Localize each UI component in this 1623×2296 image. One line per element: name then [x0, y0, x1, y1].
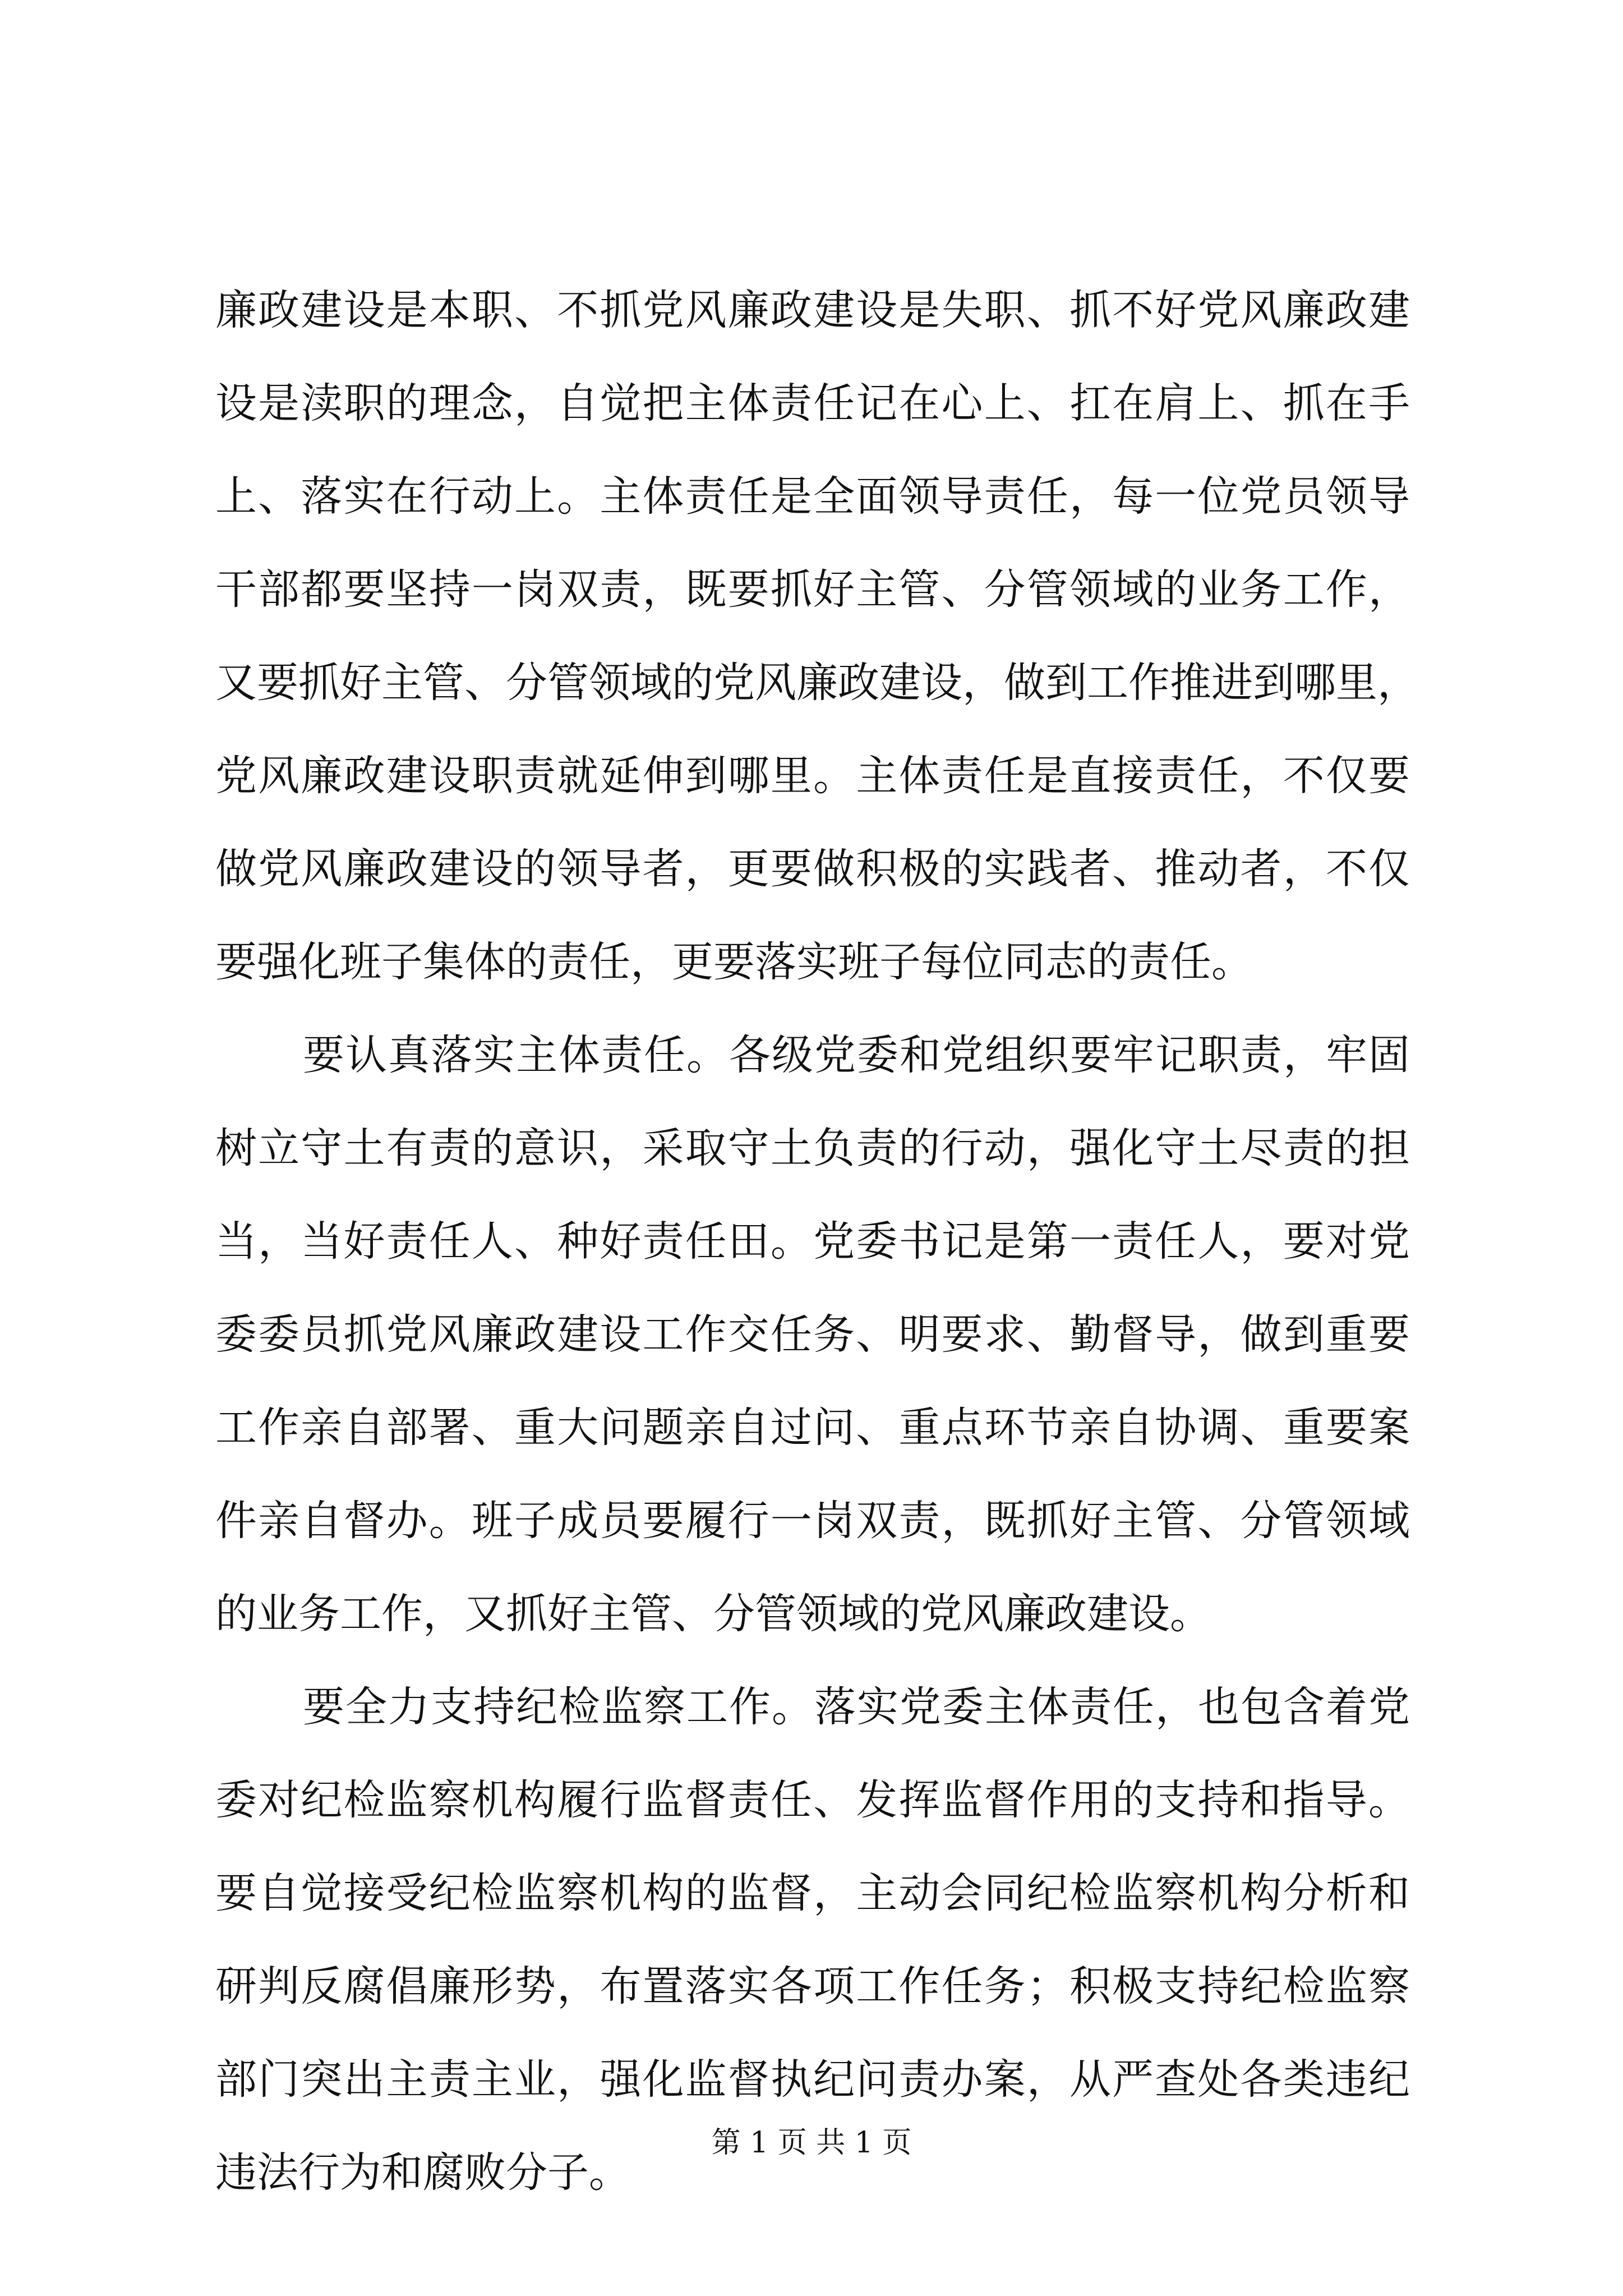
text-line: 做党风廉政建设的领导者，更要做积极的实践者、推动者，不仅 [215, 845, 1410, 893]
text-line: 研判反腐倡廉形势，布置落实各项工作任务；积极支持纪检监察 [215, 1962, 1410, 2010]
text-line: 违法行为和腐败分子。 [215, 2148, 630, 2197]
text-line: 委委员抓党风廉政建设工作交任务、明要求、勤督导，做到重要 [215, 1310, 1410, 1359]
paragraph-first-line: 要全力支持纪检监察工作。落实党委主体责任，也包含着党 [303, 1683, 1410, 1731]
page-number-footer: 第 1 页 共 1 页 [711, 2126, 912, 2160]
text-line: 当，当好责任人、种好责任田。党委书记是第一责任人，要对党 [215, 1217, 1410, 1266]
text-line: 的业务工作，又抓好主管、分管领域的党风廉政建设。 [215, 1590, 1211, 1638]
paragraph-first-line: 要认真落实主体责任。各级党委和党组织要牢记职责，牢固 [303, 1031, 1410, 1079]
text-line: 设是渎职的理念，自觉把主体责任记在心上、扛在肩上、抓在手 [215, 379, 1410, 427]
text-line: 廉政建设是本职、不抓党风廉政建设是失职、抓不好党风廉政建 [215, 286, 1410, 334]
text-line: 树立守土有责的意识，采取守土负责的行动，强化守土尽责的担 [215, 1124, 1410, 1172]
text-line: 部门突出主责主业，强化监督执纪问责办案，从严查处各类违纪 [215, 2055, 1410, 2104]
document-body [215, 264, 1419, 2219]
text-line: 又要抓好主管、分管领域的党风廉政建设，做到工作推进到哪里， [215, 659, 1419, 707]
text-line: 工作亲自部署、重大问题亲自过问、重点环节亲自协调、重要案 [215, 1404, 1410, 1452]
text-line: 要自觉接受纪检监察机构的监督，主动会同纪检监察机构分析和 [215, 1869, 1410, 1917]
text-line: 党风廉政建设职责就延伸到哪里。主体责任是直接责任，不仅要 [215, 752, 1410, 800]
text-line: 委对纪检监察机构履行监督责任、发挥监督作用的支持和指导。 [215, 1776, 1410, 1824]
text-line: 干部都要坚持一岗双责，既要抓好主管、分管领域的业务工作， [215, 565, 1410, 614]
text-line: 要强化班子集体的责任，更要落实班子每位同志的责任。 [215, 938, 1253, 986]
text-line: 件亲自督办。班子成员要履行一岗双责，既抓好主管、分管领域 [215, 1497, 1410, 1545]
text-line: 上、落实在行动上。主体责任是全面领导责任，每一位党员领导 [215, 472, 1410, 521]
